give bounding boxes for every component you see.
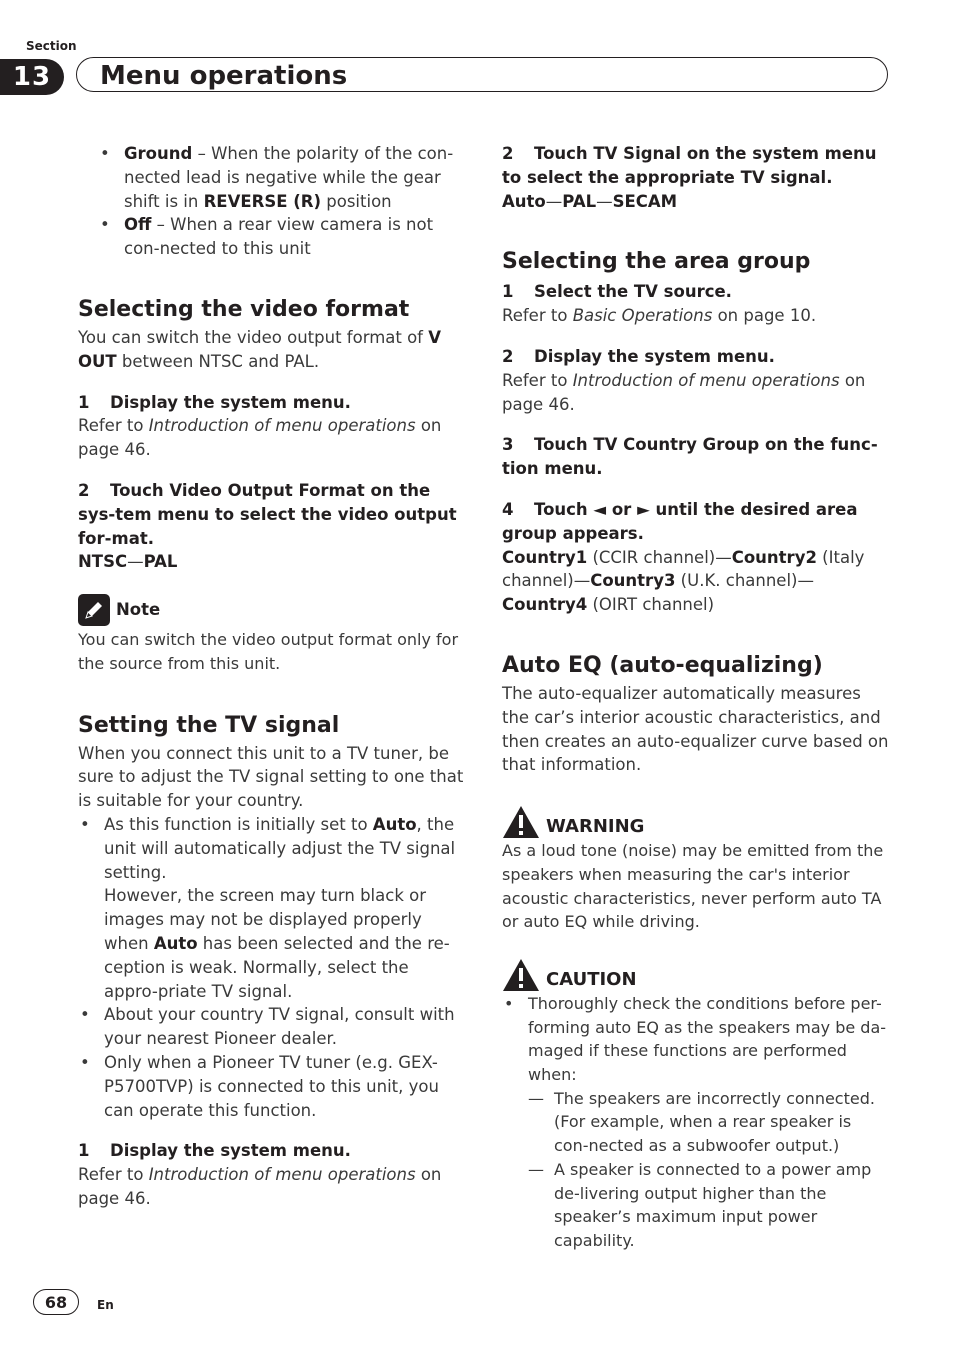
auto-eq-text: The auto-equalizer automatically measures the car’s interior acoustic characteristics, and then creates an auto-equalizer curve based on that information.	[502, 683, 889, 775]
country-options: Country1 (CCIR channel)—Country2 (Italy channel)—Country3 (U.K. channel)—Country4 (OIRT channel)	[502, 547, 865, 615]
language-code: En	[97, 1298, 114, 1312]
list-item: • About your country TV signal, consult with your nearest Pioneer dealer.	[78, 1003, 466, 1051]
list-item: • Off – When a rear view camera is not con-nected to this unit	[98, 213, 466, 261]
page-number: 68	[33, 1289, 79, 1315]
video-step-1: 1 Display the system menu.	[78, 392, 351, 412]
list-item: — The speakers are incorrectly connected. (For example, when a rear speaker is con-nected as a subwoofer output.)	[528, 1087, 890, 1158]
tv-step-2: 2 Touch TV Signal on the system menu to select the appropriate TV signal.	[502, 144, 877, 187]
list-item: • As this function is initially set to Auto, the unit will automatically adjust the TV signal setting. However, the screen may turn black or images may not be displayed properly when Auto has been selected and the re-ception is weak. Normally, select the appro-priate TV signal.	[78, 813, 466, 1003]
area-step-2: 2 Display the system menu.	[502, 346, 775, 366]
list-item: — A speaker is connected to a power amp de-livering output higher than the speaker’s maximum input power capability.	[528, 1158, 890, 1253]
area-step-3: 3 Touch TV Country Group on the func-tion menu.	[502, 435, 878, 479]
note-label: Note	[116, 600, 161, 620]
tv-step-1: 1 Display the system menu.	[78, 1141, 351, 1161]
tv-signal-options: Auto—PAL—SECAM	[502, 191, 678, 211]
page-title: Menu operations	[100, 61, 348, 91]
caution-icon	[502, 958, 540, 992]
warning-icon	[502, 805, 540, 839]
note-header	[78, 594, 466, 626]
list-item: • Ground – When the polarity of the con-nected lead is negative while the gear shift is in REVERSE (R) position	[98, 142, 466, 213]
heading-video-format: Selecting the video format	[78, 296, 410, 322]
video-step-2: 2 Touch Video Output Format on the sys-tem menu to select the video output for-mat.	[78, 480, 457, 548]
right-column	[502, 142, 890, 1253]
warning-text: As a loud tone (noise) may be emitted from the speakers when measuring the car's interior acoustic characteristics, never perform auto TA or auto EQ while driving.	[502, 841, 884, 932]
heading-tv-signal: Setting the TV signal	[78, 712, 340, 738]
list-item: • Thoroughly check the conditions before per-forming auto EQ as the speakers may be da-maged if these functions are performed when:	[502, 992, 890, 1087]
caution-sublist	[528, 1087, 890, 1253]
area-step-1: 1 Select the TV source.	[502, 282, 732, 302]
note-text: You can switch the video output format only for the source from this unit.	[78, 630, 459, 673]
area-step-2-ref: Refer to Introduction of menu operations on page 46.	[502, 370, 866, 414]
tv-signal-bullets	[78, 813, 466, 1122]
video-step-1-ref: Refer to Introduction of menu operations on page 46.	[78, 416, 442, 460]
list-item: • Only when a Pioneer TV tuner (e.g. GEX-P5700TVP) is connected to this unit, you can operate this function.	[78, 1051, 466, 1122]
heading-area-group: Selecting the area group	[502, 249, 811, 275]
area-step-4: 4 Touch ◄ or ► until the desired area group appears.	[502, 499, 858, 543]
tv-step-1-ref: Refer to Introduction of menu operations on page 46.	[78, 1165, 442, 1208]
heading-auto-eq: Auto EQ (auto-equalizing)	[502, 652, 823, 678]
area-step-1-ref: Refer to Basic Operations on page 10.	[502, 306, 817, 326]
warning-header	[502, 805, 890, 839]
caution-list	[502, 992, 890, 1087]
video-format-options: NTSC—PAL	[78, 552, 178, 572]
caution-header	[502, 958, 890, 992]
caution-label: CAUTION	[546, 969, 637, 991]
section-label: Section	[26, 39, 77, 53]
pencil-icon	[78, 594, 110, 626]
polarity-options-list	[98, 142, 466, 261]
tv-signal-intro: When you connect this unit to a TV tuner, be sure to adjust the TV signal setting to one that is suitable for your country.	[78, 743, 464, 811]
section-number-badge: 13	[0, 59, 64, 95]
warning-label: WARNING	[546, 816, 645, 838]
video-format-intro: You can switch the video output format of V OUT between NTSC and PAL.	[78, 327, 442, 371]
left-column	[78, 142, 466, 1211]
